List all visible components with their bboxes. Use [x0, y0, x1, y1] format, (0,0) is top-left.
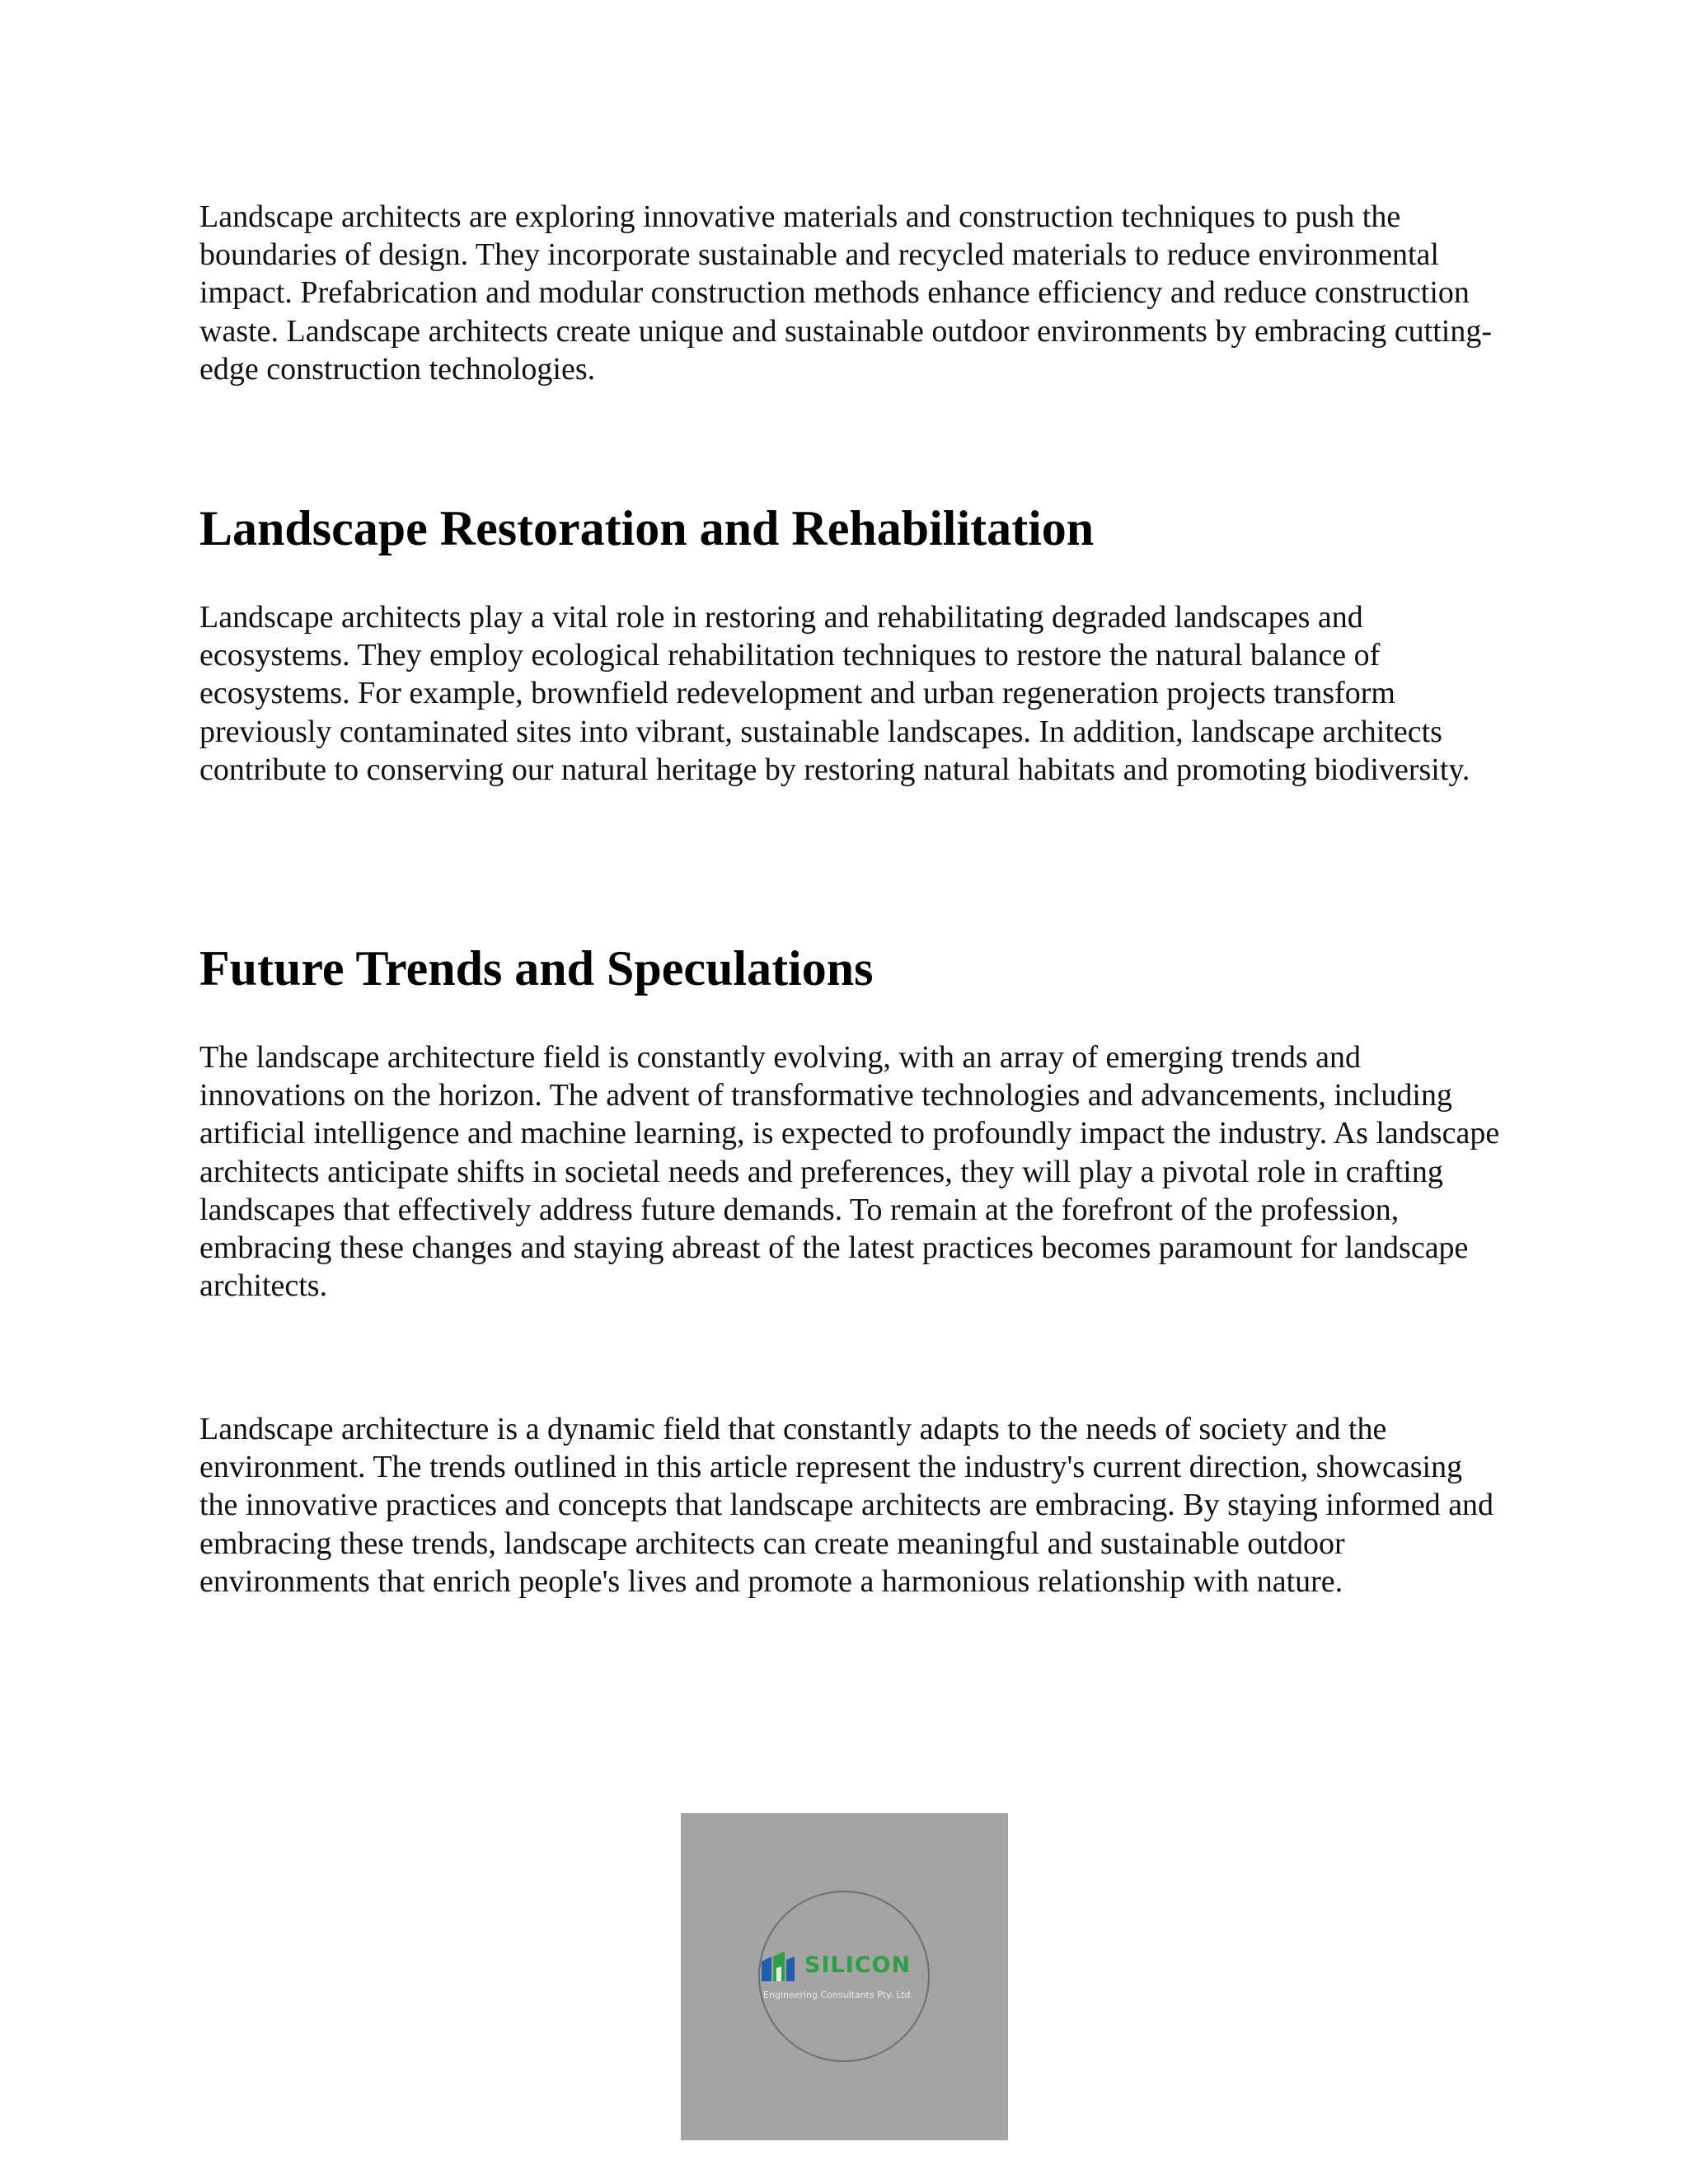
logo-tagline: Engineering Consultants Pty. Ltd. — [763, 1990, 914, 2000]
intro-paragraph: Landscape architects are exploring innovative materials and construction techniques to push the boundaries of design. They incorporate sustainable and recycled materials to reduce environmental impact. Prefabrication and modular construction methods enhance efficiency and reduce construction waste. Landscape architects create unique and sustainable outdoor environments by embracing cutting-edge construction technologies. — [199, 199, 1493, 387]
building-mark-icon — [760, 1950, 806, 1983]
logo-wordmark: SILICON — [804, 1952, 912, 1978]
restoration-paragraph: Landscape architects play a vital role in restoring and rehabilitating degraded landscapes and ecosystems. They employ ecological rehabilitation techniques to restore the natural balance of ecosystems. For example, brownfield redevelopment and urban regeneration projects transform previously contaminated sites into vibrant, sustainable landscapes. In addition, landscape architects contribute to conserving our natural heritage by restoring natural habitats and promoting biodiversity. — [199, 600, 1470, 787]
future-trends-heading: Future Trends and Speculations — [199, 941, 874, 996]
company-logo — [681, 1813, 1008, 2140]
future-trends-paragraph: The landscape architecture field is constantly evolving, with an array of emerging trends and innovations on the horizon. The advent of transformative technologies and advancements, including artificial intelligence and machine learning, is expected to profoundly impact the industry. As landscape architects anticipate shifts in societal needs and preferences, they will play a pivotal role in crafting landscapes that effectively address future demands. To remain at the forefront of the profession, embracing these changes and staying abreast of the latest practices becomes paramount for landscape architects. — [199, 1040, 1500, 1304]
restoration-heading: Landscape Restoration and Rehabilitation — [199, 501, 1095, 555]
conclusion-paragraph: Landscape architecture is a dynamic field that constantly adapts to the needs of society and the environment. The trends outlined in this article represent the industry's current direction, showcasing the innovative practices and concepts that landscape architects are embracing. By staying informed and embracing these trends, landscape architects can create meaningful and sustainable outdoor environments that enrich people's lives and promote a harmonious relationship with nature. — [199, 1412, 1494, 1599]
